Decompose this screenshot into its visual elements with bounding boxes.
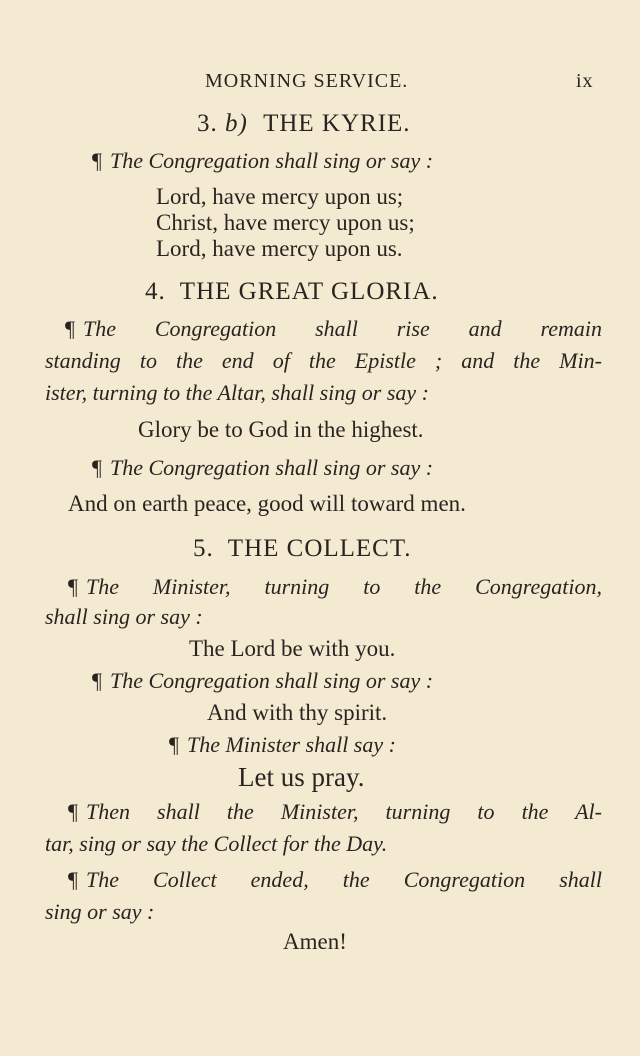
pilcrow-icon: ¶ [92, 148, 102, 173]
kyrie-rubric [92, 148, 433, 174]
collect-rubric-3 [169, 732, 396, 758]
pilcrow-icon: ¶ [68, 574, 78, 599]
collect-response: And with thy spirit. [207, 700, 388, 725]
collect-heading: 5. THE COLLECT. [193, 535, 412, 562]
kyrie-line-1: Lord, have mercy upon us; [156, 184, 404, 209]
collect-rubric-2-text: The Congregation shall sing or say : [109, 668, 434, 693]
gloria-rubric-line-3: ister, turning to the Altar, shall sing or say : [45, 380, 430, 405]
pilcrow-icon: ¶ [68, 867, 78, 892]
kyrie-letter: b) [225, 110, 248, 137]
pilcrow-icon: ¶ [92, 455, 102, 480]
gloria-response: And on earth peace, good will toward men. [68, 491, 466, 516]
collect-rubric-4-text-1: Then shall the Minister, turning to the Al- [85, 799, 602, 824]
gloria-text: Glory be to God in the highest. [138, 417, 424, 442]
kyrie-heading [197, 110, 411, 138]
collect-rubric-4-line-1 [68, 799, 602, 825]
pilcrow-icon: ¶ [68, 799, 78, 824]
collect-rubric-line-2: shall sing or say : [45, 604, 203, 629]
gloria-heading: 4. THE GREAT GLORIA. [145, 278, 439, 305]
page-number: ix [576, 70, 594, 92]
collect-rubric-2 [92, 668, 433, 694]
kyrie-title: THE KYRIE. [263, 110, 411, 137]
running-head-title: MORNING SERVICE. [205, 70, 409, 92]
kyrie-line-2: Christ, have mercy upon us; [156, 210, 415, 235]
collect-rubric-5-text-1: The Collect ended, the Congregation shall [85, 867, 602, 892]
gloria-rubric-line-2: standing to the end of the Epistle ; and the Min- [45, 348, 602, 373]
collect-rubric-5-line-1 [68, 867, 602, 893]
gloria-rubric-2-text: The Congregation shall sing or say : [109, 455, 434, 480]
pilcrow-icon: ¶ [169, 732, 179, 757]
collect-prayer: Let us pray. [238, 762, 365, 792]
gloria-rubric-2 [92, 455, 433, 481]
collect-rubric-text-1: The Minister, turning to the Congregation, [85, 574, 602, 599]
collect-rubric-5-line-2: sing or say : [45, 899, 155, 924]
gloria-rubric-line-1 [65, 316, 602, 342]
pilcrow-icon: ¶ [92, 668, 102, 693]
kyrie-rubric-text: The Congregation shall sing or say : [109, 148, 434, 173]
collect-rubric-4-line-2: tar, sing or say the Collect for the Day. [45, 831, 388, 856]
collect-amen: Amen! [283, 929, 347, 954]
pilcrow-icon: ¶ [65, 316, 75, 341]
collect-rubric-3-text: The Minister shall say : [186, 732, 396, 757]
collect-text: The Lord be with you. [189, 636, 396, 661]
gloria-rubric-text-1: The Congregation shall rise and remain [82, 316, 602, 341]
kyrie-line-3: Lord, have mercy upon us. [156, 236, 403, 261]
kyrie-number: 3. [197, 110, 218, 137]
collect-rubric-line-1 [68, 574, 602, 600]
